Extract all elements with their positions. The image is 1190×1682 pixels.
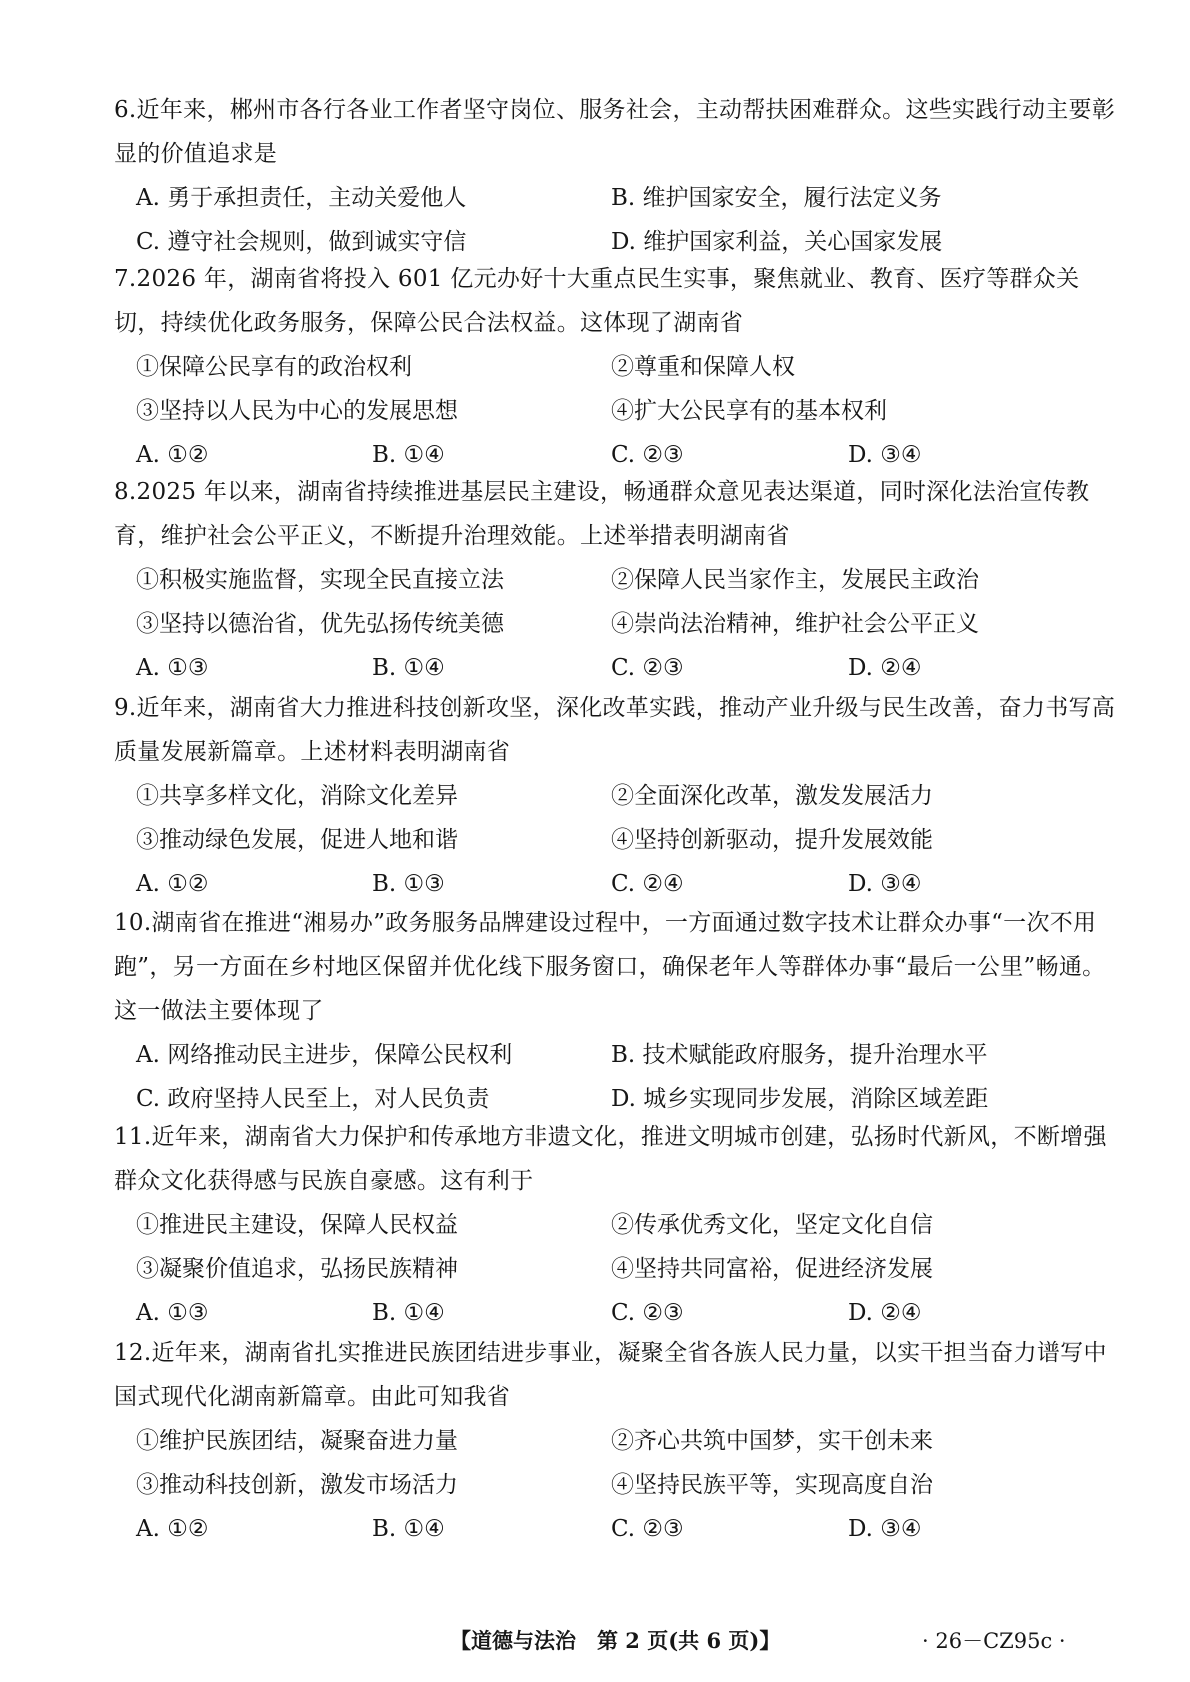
option-a: A. 勇于承担责任，主动关爱他人: [136, 185, 467, 211]
option-a: A. ①③: [136, 1300, 209, 1326]
question-stem: 11.近年来，湖南省大力保护和传承地方非遗文化，推进文明城市创建，弘扬时代新风，不断增强群众文化获得感与民族自豪感。这有利于: [114, 1124, 1107, 1194]
option-c: C. ②③: [611, 655, 684, 681]
option-a: A. ①③: [136, 655, 209, 681]
options-row: [114, 1291, 1124, 1335]
question-8: [114, 470, 1124, 690]
option-a: A. 网络推动民主进步，保障公民权利: [136, 1042, 513, 1068]
option-d: D. ②④: [848, 1300, 922, 1326]
option-c: C. 政府坚持人民至上，对人民负责: [136, 1086, 490, 1112]
option-c: C. ②③: [611, 1516, 684, 1542]
question-stem: 10.湖南省在推进“湘易办”政务服务品牌建设过程中，一方面通过数字技术让群众办事“一次不用跑”，另一方面在乡村地区保留并优化线下服务窗口，确保老年人等群体办事“最后一公里”畅通。这一做法主要体现了: [114, 910, 1106, 1024]
question-12: [114, 1331, 1124, 1551]
statements-row: [114, 345, 1124, 389]
statement-1: ①保障公民享有的政治权利: [136, 354, 412, 380]
option-d: D. 维护国家利益，关心国家发展: [611, 229, 943, 255]
option-b: B. 技术赋能政府服务，提升治理水平: [611, 1042, 988, 1068]
option-b: B. ①④: [372, 1516, 445, 1542]
option-b: B. ①④: [372, 1300, 445, 1326]
statement-3: ③推动科技创新，激发市场活力: [136, 1472, 458, 1498]
question-6: [114, 88, 1124, 264]
statement-1: ①积极实施监督，实现全民直接立法: [136, 567, 504, 593]
statements-row: [114, 774, 1124, 818]
option-a: A. ①②: [136, 1516, 209, 1542]
option-b: B. ①④: [372, 442, 445, 468]
option-d: D. 城乡实现同步发展，消除区域差距: [611, 1086, 989, 1112]
option-c: C. ②④: [611, 871, 684, 897]
statement-4: ④扩大公民享有的基本权利: [611, 398, 887, 424]
option-d: D. ③④: [848, 442, 922, 468]
option-b: B. ①③: [372, 871, 445, 897]
statement-3: ③推动绿色发展，促进人地和谐: [136, 827, 458, 853]
statement-2: ②齐心共筑中国梦，实干创未来: [611, 1428, 933, 1454]
statements-row: [114, 389, 1124, 433]
statement-3: ③坚持以德治省，优先弘扬传统美德: [136, 611, 504, 637]
statements-row: [114, 1419, 1124, 1463]
statements-row: [114, 1247, 1124, 1291]
options-row: [114, 1033, 1124, 1077]
option-c: C. 遵守社会规则，做到诚实守信: [136, 229, 467, 255]
options-row: [114, 646, 1124, 690]
statement-2: ②保障人民当家作主，发展民主政治: [611, 567, 979, 593]
statement-4: ④坚持民族平等，实现高度自治: [611, 1472, 933, 1498]
option-d: D. ②④: [848, 655, 922, 681]
question-stem: 7.2026 年，湖南省将投入 601 亿元办好十大重点民生实事，聚焦就业、教育、医疗等群众关切，持续优化政务服务，保障公民合法权益。这体现了湖南省: [114, 266, 1080, 336]
statement-2: ②全面深化改革，激发发展活力: [611, 783, 933, 809]
question-stem: 9.近年来，湖南省大力推进科技创新攻坚，深化改革实践，推动产业升级与民生改善，奋力书写高质量发展新篇章。上述材料表明湖南省: [114, 695, 1116, 765]
statement-2: ②尊重和保障人权: [611, 354, 795, 380]
footer-code: · 26－CZ95c ·: [922, 1629, 1066, 1653]
option-b: B. 维护国家安全，履行法定义务: [611, 185, 942, 211]
statement-1: ①推进民主建设，保障人民权益: [136, 1212, 458, 1238]
statement-4: ④坚持创新驱动，提升发展效能: [611, 827, 933, 853]
question-9: [114, 686, 1124, 906]
statements-row: [114, 1463, 1124, 1507]
options-row: [114, 176, 1124, 220]
statement-4: ④坚持共同富裕，促进经济发展: [611, 1256, 933, 1282]
option-a: A. ①②: [136, 442, 209, 468]
question-11: [114, 1115, 1124, 1335]
question-stem: 8.2025 年以来，湖南省持续推进基层民主建设，畅通群众意见表达渠道，同时深化法治宣传教育，维护社会公平正义，不断提升治理效能。上述举措表明湖南省: [114, 479, 1090, 549]
statements-row: [114, 1203, 1124, 1247]
options-row: [114, 862, 1124, 906]
question-stem: 6.近年来，郴州市各行各业工作者坚守岗位、服务社会，主动帮扶困难群众。这些实践行动主要彰显的价值追求是: [114, 97, 1116, 167]
question-stem: 12.近年来，湖南省扎实推进民族团结进步事业，凝聚全省各族人民力量，以实干担当奋力谱写中国式现代化湖南新篇章。由此可知我省: [114, 1340, 1107, 1410]
option-d: D. ③④: [848, 871, 922, 897]
statements-row: [114, 558, 1124, 602]
option-b: B. ①④: [372, 655, 445, 681]
option-a: A. ①②: [136, 871, 209, 897]
option-c: C. ②③: [611, 1300, 684, 1326]
statement-4: ④崇尚法治精神，维护社会公平正义: [611, 611, 979, 637]
option-c: C. ②③: [611, 442, 684, 468]
footer-title: 【道德与法治 第 2 页(共 6 页)】: [450, 1628, 781, 1653]
statements-row: [114, 602, 1124, 646]
statements-row: [114, 818, 1124, 862]
question-7: [114, 257, 1124, 477]
statement-3: ③凝聚价值追求，弘扬民族精神: [136, 1256, 458, 1282]
option-d: D. ③④: [848, 1516, 922, 1542]
statement-3: ③坚持以人民为中心的发展思想: [136, 398, 458, 424]
statement-1: ①维护民族团结，凝聚奋进力量: [136, 1428, 458, 1454]
options-row: [114, 1507, 1124, 1551]
statement-1: ①共享多样文化，消除文化差异: [136, 783, 458, 809]
question-10: [114, 901, 1124, 1121]
statement-2: ②传承优秀文化，坚定文化自信: [611, 1212, 933, 1238]
